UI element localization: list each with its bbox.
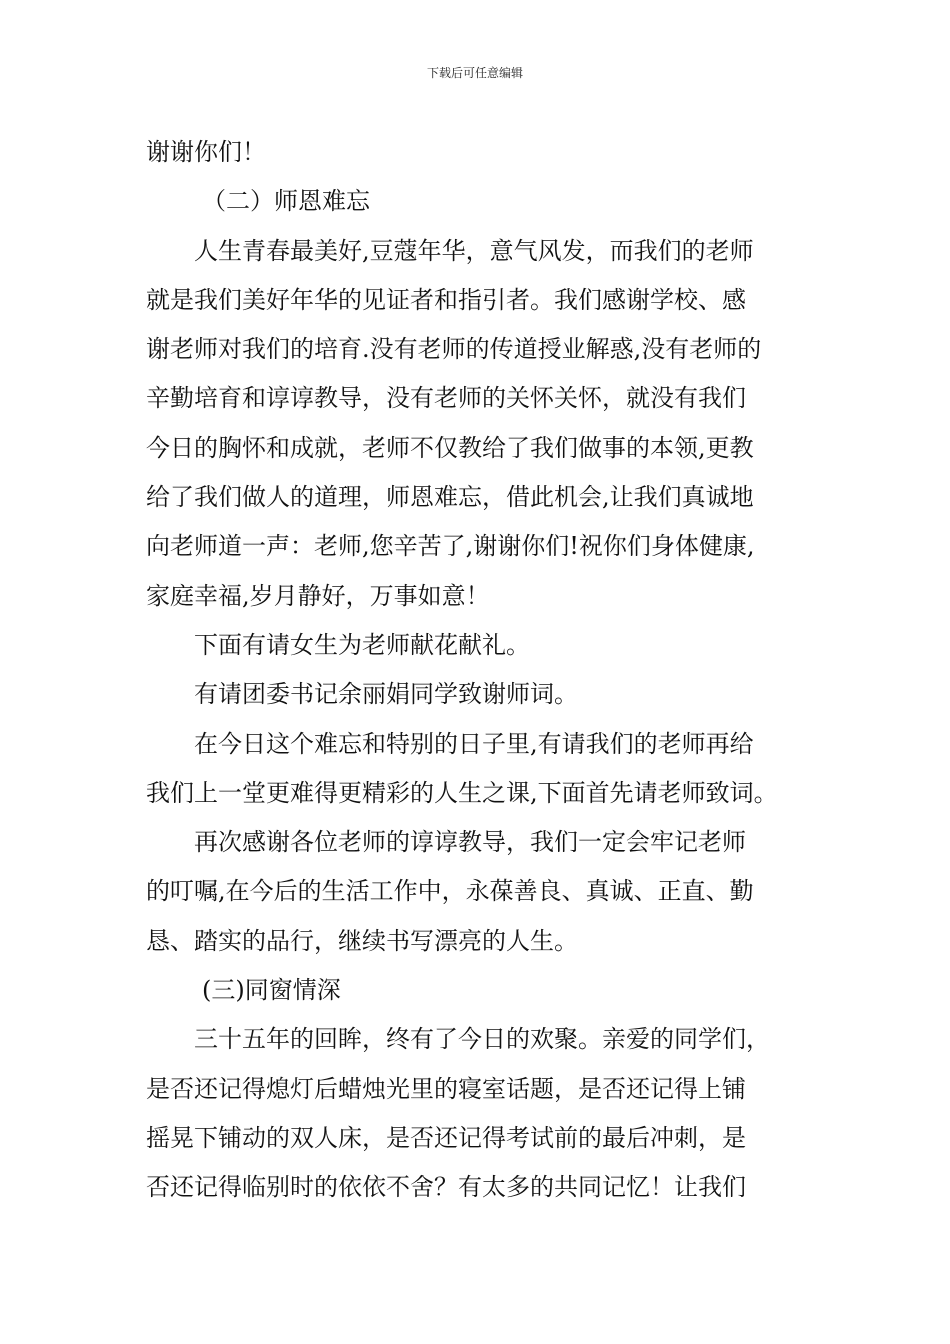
text-line: 今日的胸怀和成就，老师不仅教给了我们做事的本领,更教 <box>146 433 754 462</box>
text-line: 辛勤培育和谆谆教导，没有老师的关怀关怀，就没有我们 <box>146 384 746 413</box>
text-line: 我们上一堂更难得更精彩的人生之课,下面首先请老师致词。 <box>146 778 778 807</box>
document-body <box>146 128 816 1213</box>
text-line: 是否还记得熄灯后蜡烛光里的寝室话题，是否还记得上铺 <box>146 1074 746 1103</box>
text-line: 恳、踏实的品行，继续书写漂亮的人生。 <box>146 926 578 955</box>
text-line: 向老师道一声：老师,您辛苦了,谢谢你们!祝你们身体健康, <box>146 532 755 561</box>
page-header: 下载后可任意编辑 <box>426 66 523 80</box>
text-line: 下面有请女生为老师献花献礼。 <box>194 630 530 659</box>
text-line: 谢老师对我们的培育.没有老师的传道授业解惑,没有老师的 <box>146 335 762 364</box>
text-line: 给了我们做人的道理，师恩难忘，借此机会,让我们真诚地 <box>146 483 754 512</box>
text-line: 家庭幸福,岁月静好，万事如意！ <box>146 581 490 610</box>
text-line: 谢谢你们！ <box>146 138 266 166</box>
text-line: 否还记得临别时的依依不舍？有太多的共同记忆！让我们 <box>146 1173 746 1202</box>
text-line: 就是我们美好年华的见证者和指引者。我们感谢学校、感 <box>146 285 746 314</box>
text-line: 人生青春最美好,豆蔻年华，意气风发，而我们的老师 <box>194 236 754 265</box>
text-line: (三)同窗情深 <box>202 976 341 1005</box>
text-line: （二）师恩难忘 <box>202 187 370 216</box>
text-line: 的叮嘱,在今后的生活工作中，永葆善良、真诚、正直、勤 <box>146 877 754 906</box>
text-line: 再次感谢各位老师的谆谆教导，我们一定会牢记老师 <box>194 828 746 857</box>
text-line: 在今日这个难忘和特别的日子里,有请我们的老师再给 <box>194 729 754 758</box>
text-line: 摇晃下铺动的双人床，是否还记得考试前的最后冲刺，是 <box>146 1123 746 1152</box>
text-line: 三十五年的回眸，终有了今日的欢聚。亲爱的同学们， <box>194 1025 770 1054</box>
text-line: 有请团委书记余丽娟同学致谢师词。 <box>194 680 578 709</box>
